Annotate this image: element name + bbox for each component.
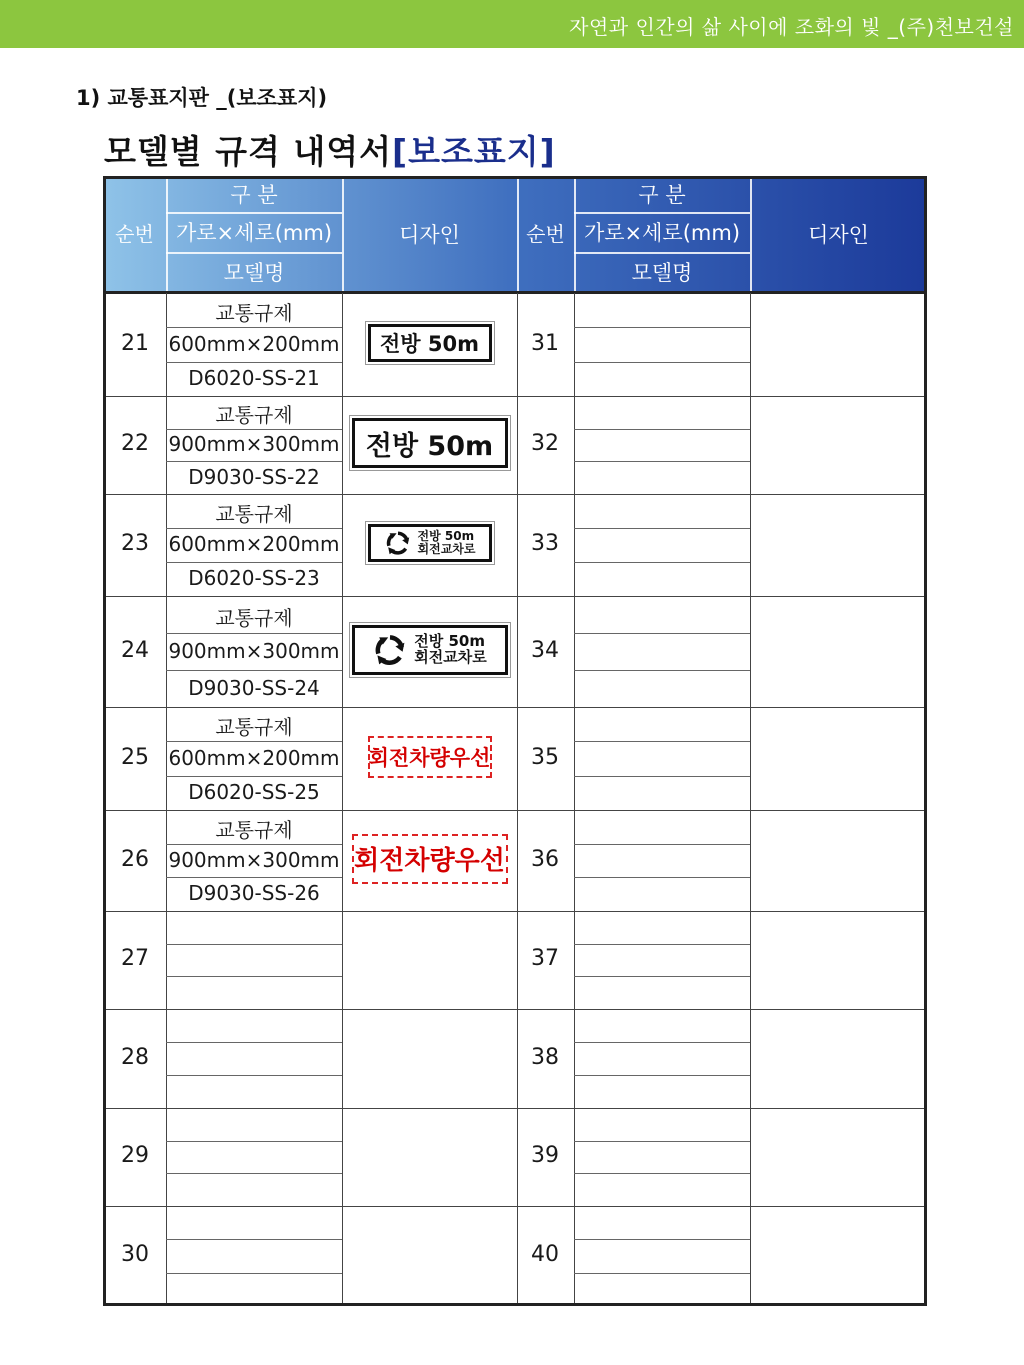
row-number: 32 bbox=[531, 431, 559, 456]
row-number: 22 bbox=[121, 431, 149, 456]
subrow-rule bbox=[574, 1173, 750, 1174]
subrow-rule bbox=[574, 741, 750, 742]
roundabout-icon bbox=[384, 529, 412, 557]
subrow-rule bbox=[574, 1141, 750, 1142]
subrow-rule bbox=[574, 633, 750, 634]
sign-line2: 회전교차로 bbox=[417, 542, 476, 556]
sign-line1: 전방 50m bbox=[380, 331, 479, 356]
subrow-rule bbox=[166, 877, 342, 878]
subrow-rule bbox=[574, 1273, 750, 1274]
header-divider bbox=[166, 176, 168, 291]
cell-size: 600mm×200mm bbox=[168, 331, 340, 356]
subrow-rule bbox=[166, 562, 342, 563]
subrow-rule bbox=[574, 844, 750, 845]
subrow-rule bbox=[166, 1273, 342, 1274]
cell-category: 교통규제 bbox=[215, 817, 293, 842]
traffic-sign bbox=[368, 736, 492, 778]
row-number: 25 bbox=[121, 744, 149, 770]
row-number: 36 bbox=[531, 846, 559, 872]
cell-model: D6020-SS-23 bbox=[188, 566, 320, 590]
row-rule bbox=[103, 911, 927, 912]
cell-category: 교통규제 bbox=[215, 502, 293, 526]
cell-category: 교통규제 bbox=[215, 301, 293, 326]
header-model-right: 모델명 bbox=[631, 260, 693, 285]
top-banner bbox=[0, 0, 1024, 48]
header-bottom-rule bbox=[103, 291, 927, 294]
row-number: 38 bbox=[531, 1044, 559, 1070]
table-header bbox=[103, 176, 927, 293]
subrow-rule bbox=[166, 528, 342, 529]
row-number: 40 bbox=[531, 1242, 559, 1267]
row-number: 29 bbox=[121, 1143, 149, 1168]
header-no-left: 순번 bbox=[115, 221, 154, 246]
column-rule bbox=[342, 293, 343, 1306]
subrow-rule bbox=[574, 429, 750, 430]
sign-line1: 전방 50m bbox=[365, 430, 494, 462]
row-number: 24 bbox=[121, 637, 149, 663]
row-number: 23 bbox=[121, 531, 149, 556]
document-title-bracket: [보조표지] bbox=[392, 132, 556, 171]
row-number: 28 bbox=[121, 1044, 149, 1070]
row-number: 31 bbox=[531, 330, 559, 356]
cell-model: D6020-SS-25 bbox=[188, 779, 320, 804]
cell-size: 900mm×300mm bbox=[168, 638, 340, 663]
row-rule bbox=[103, 1108, 927, 1109]
row-rule bbox=[103, 494, 927, 495]
row-number: 33 bbox=[531, 531, 559, 556]
header-category-right: 구 분 bbox=[638, 183, 686, 207]
subrow-rule bbox=[166, 1075, 342, 1076]
document-title bbox=[104, 126, 556, 173]
subrow-rule bbox=[166, 844, 342, 845]
header-divider bbox=[750, 176, 752, 291]
sign-line1: 전방 50m bbox=[414, 631, 485, 650]
subrow-rule bbox=[574, 670, 750, 671]
header-divider bbox=[166, 252, 342, 254]
cell-category: 교통규제 bbox=[215, 605, 293, 630]
row-number: 39 bbox=[531, 1143, 559, 1168]
subrow-rule bbox=[166, 633, 342, 634]
row-rule bbox=[103, 1009, 927, 1010]
header-divider bbox=[342, 176, 344, 291]
traffic-sign bbox=[368, 324, 492, 362]
cell-size: 900mm×300mm bbox=[168, 432, 340, 456]
header-design-left: 디자인 bbox=[399, 222, 460, 247]
roundabout-icon bbox=[372, 632, 408, 668]
subrow-rule bbox=[574, 461, 750, 462]
header-no-right: 순번 bbox=[526, 221, 565, 246]
subrow-rule bbox=[166, 976, 342, 977]
sign-line1: 회전차량우선 bbox=[354, 846, 505, 876]
row-rule bbox=[103, 707, 927, 708]
row-number: 30 bbox=[121, 1242, 149, 1267]
header-divider bbox=[574, 176, 576, 291]
header-divider bbox=[574, 212, 750, 214]
cell-size: 900mm×300mm bbox=[168, 847, 340, 872]
sign-text-block bbox=[418, 530, 476, 555]
subrow-rule bbox=[574, 528, 750, 529]
cell-size: 600mm×200mm bbox=[168, 745, 340, 770]
cell-size: 600mm×200mm bbox=[168, 532, 340, 556]
subrow-rule bbox=[574, 327, 750, 328]
subrow-rule bbox=[574, 976, 750, 977]
header-category-left: 구 분 bbox=[230, 183, 278, 207]
sign-line1: 전방 50m bbox=[417, 529, 475, 544]
header-design-right: 디자인 bbox=[808, 222, 869, 247]
subrow-rule bbox=[166, 1042, 342, 1043]
cell-model: D6020-SS-21 bbox=[188, 365, 320, 390]
subrow-rule bbox=[574, 944, 750, 945]
row-number: 21 bbox=[121, 330, 149, 356]
row-rule bbox=[103, 396, 927, 397]
cell-model: D9030-SS-26 bbox=[188, 881, 320, 906]
subrow-rule bbox=[166, 741, 342, 742]
traffic-sign bbox=[352, 418, 508, 468]
subrow-rule bbox=[166, 461, 342, 462]
header-model-left: 모델명 bbox=[223, 260, 285, 285]
subrow-rule bbox=[574, 1075, 750, 1076]
subrow-rule bbox=[574, 562, 750, 563]
subrow-rule bbox=[166, 362, 342, 363]
section-heading: 1) 교통표지판 _(보조표지) bbox=[76, 86, 328, 110]
subrow-rule bbox=[574, 877, 750, 878]
subrow-rule bbox=[166, 670, 342, 671]
header-divider bbox=[574, 252, 750, 254]
cell-category: 교통규제 bbox=[215, 715, 293, 740]
traffic-sign bbox=[352, 625, 508, 675]
subrow-rule bbox=[574, 1239, 750, 1240]
row-number: 27 bbox=[121, 946, 149, 971]
traffic-sign bbox=[368, 524, 492, 562]
subrow-rule bbox=[166, 1173, 342, 1174]
header-size-left: 가로×세로(mm) bbox=[175, 221, 333, 245]
header-divider bbox=[166, 212, 342, 214]
cell-category: 교통규제 bbox=[215, 403, 293, 428]
header-size-right: 가로×세로(mm) bbox=[583, 221, 741, 245]
banner-slogan: 자연과 인간의 삶 사이에 조화의 빛 _(주)천보건설 bbox=[569, 15, 1014, 39]
row-rule bbox=[103, 810, 927, 811]
sign-line1: 회전차량우선 bbox=[368, 745, 491, 770]
subrow-rule bbox=[166, 776, 342, 777]
subrow-rule bbox=[574, 1042, 750, 1043]
row-number: 34 bbox=[531, 637, 559, 663]
cell-model: D9030-SS-24 bbox=[188, 675, 320, 700]
sign-line2: 회전교차로 bbox=[414, 647, 487, 666]
row-number: 37 bbox=[531, 946, 559, 971]
row-rule bbox=[103, 596, 927, 597]
subrow-rule bbox=[166, 327, 342, 328]
cell-model: D9030-SS-22 bbox=[188, 464, 320, 489]
traffic-sign bbox=[352, 834, 508, 884]
subrow-rule bbox=[574, 362, 750, 363]
row-rule bbox=[103, 1206, 927, 1207]
subrow-rule bbox=[574, 776, 750, 777]
subrow-rule bbox=[166, 1239, 342, 1240]
document-title-main: 모델별 규격 내역서 bbox=[104, 132, 393, 171]
spec-table bbox=[103, 176, 927, 1306]
row-number: 35 bbox=[531, 744, 559, 770]
subrow-rule bbox=[166, 944, 342, 945]
subrow-rule bbox=[166, 429, 342, 430]
column-rule bbox=[750, 293, 751, 1306]
sign-text-block bbox=[414, 631, 487, 666]
header-divider bbox=[517, 176, 519, 291]
row-number: 26 bbox=[121, 846, 149, 872]
subrow-rule bbox=[166, 1141, 342, 1142]
